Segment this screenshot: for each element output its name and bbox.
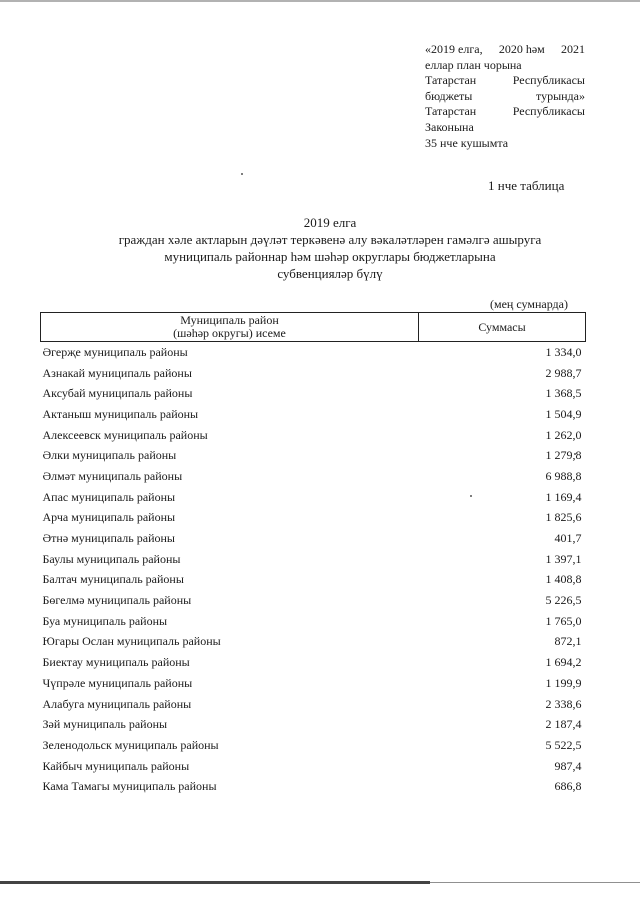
units-note: (мең сумнарда) <box>490 297 568 311</box>
district-name: Кайбыч муниципаль районы <box>42 758 190 773</box>
subvention-amount: 1 408,8 <box>545 572 582 587</box>
district-name: Актаныш муниципаль районы <box>42 406 199 421</box>
subvention-amount: 872,1 <box>554 634 582 649</box>
district-name: Биектау муниципаль районы <box>42 655 190 670</box>
title-line-2: граждан хәле актларын дәүләт теркәвенә алу вәкаләтләрен гамәлгә ашыруга <box>118 232 542 247</box>
district-name: Югары Ослан муниципаль районы <box>42 634 221 649</box>
subvention-amount: 2 988,7 <box>545 365 582 380</box>
appendix-note-word: 2020 һәм <box>498 42 545 56</box>
subvention-amount: 5 226,5 <box>545 593 582 608</box>
table-row <box>41 570 586 591</box>
table-row <box>41 652 586 673</box>
header-name-line-2: (шәһәр округы) исеме <box>173 326 286 340</box>
subvention-amount: 987,4 <box>554 758 582 773</box>
subvention-amount: 1 368,5 <box>545 386 582 401</box>
table-row <box>41 363 586 384</box>
table-row <box>41 714 586 735</box>
table-number-label: 1 нче таблица <box>488 178 565 193</box>
subvention-amount: 1 169,4 <box>545 489 582 504</box>
title-year-line: 2019 елга <box>303 215 357 230</box>
district-name: Алабуга муниципаль районы <box>42 696 192 711</box>
table-row <box>41 611 586 632</box>
district-name: Азнакай муниципаль районы <box>42 365 192 380</box>
appendix-note-line <box>425 89 585 105</box>
appendix-note-word: Татарстан <box>425 73 477 88</box>
appendix-note-word: «2019 елга, <box>425 42 483 56</box>
district-name: Апас муниципаль районы <box>42 489 176 504</box>
appendix-note-line <box>425 104 585 120</box>
scan-speck <box>241 173 243 175</box>
subvention-amount: 6 988,8 <box>545 468 582 483</box>
appendix-note-word: 35 нче кушымта <box>425 135 509 150</box>
subvention-amount: 2 338,6 <box>545 696 582 711</box>
subvention-amount: 1 694,2 <box>545 655 582 670</box>
district-name: Әтнә муниципаль районы <box>42 531 175 546</box>
district-name: Әлки муниципаль районы <box>42 448 177 463</box>
table-row <box>41 445 586 466</box>
appendix-note-word: Республикасы <box>512 73 585 88</box>
title-line-4: субвенцияләр бүлү <box>277 266 383 281</box>
subvention-amount: 1 504,9 <box>545 406 582 421</box>
district-name: Бөгелмә муниципаль районы <box>42 593 192 608</box>
table-header-row <box>41 313 586 342</box>
header-district-name <box>41 313 419 342</box>
appendix-note-line <box>425 136 585 152</box>
appendix-note-line <box>425 120 585 136</box>
scan-edge-top <box>0 0 640 2</box>
subvention-table <box>40 312 586 797</box>
subvention-amount: 1 279,8 <box>545 448 582 463</box>
district-name: Зәй муниципаль районы <box>42 717 168 732</box>
table-row <box>41 487 586 508</box>
header-amount: Суммасы <box>419 313 586 342</box>
table-row <box>41 549 586 570</box>
subvention-amount: 1 825,6 <box>545 510 582 525</box>
subvention-amount: 1 765,0 <box>545 613 582 628</box>
table-row <box>41 342 586 363</box>
district-name: Баулы муниципаль районы <box>42 551 181 566</box>
table-row <box>41 632 586 653</box>
district-name: Аксубай муниципаль районы <box>42 386 193 401</box>
table-row <box>41 508 586 529</box>
subvention-amount: 5 522,5 <box>545 737 582 752</box>
table-row <box>41 673 586 694</box>
district-name: Кама Тамагы муниципаль районы <box>42 779 217 794</box>
appendix-note-line <box>425 58 585 74</box>
appendix-note-word: Законына <box>425 119 474 134</box>
district-name: Арча муниципаль районы <box>42 510 176 525</box>
table-row <box>41 756 586 777</box>
subvention-amount: 1 334,0 <box>545 344 582 359</box>
title-line-3: муниципаль районнар һәм шәһәр округлары бюджетларына <box>164 249 496 264</box>
appendix-note-line <box>425 42 585 58</box>
subvention-amount: 686,8 <box>554 779 582 794</box>
district-name: Чүпрәле муниципаль районы <box>42 675 193 690</box>
table-row <box>41 466 586 487</box>
district-name: Әгерҗе муниципаль районы <box>42 344 188 359</box>
district-name: Әлмәт муниципаль районы <box>42 468 183 483</box>
subvention-amount: 2 187,4 <box>545 717 582 732</box>
subvention-amount: 1 397,1 <box>545 551 582 566</box>
appendix-note-word: Республикасы <box>512 104 585 119</box>
district-name: Буа муниципаль районы <box>42 613 168 628</box>
table-row <box>41 776 586 797</box>
table-row <box>41 590 586 611</box>
table-body <box>41 342 586 798</box>
scan-edge-bottom <box>0 881 430 884</box>
subvention-amount: 1 262,0 <box>545 427 582 442</box>
table-row <box>41 404 586 425</box>
header-name-line-1: Муниципаль район <box>180 313 279 327</box>
table-row <box>41 383 586 404</box>
appendix-note-word: бюджеты <box>425 88 473 103</box>
table-row <box>41 528 586 549</box>
table-row <box>41 735 586 756</box>
table-row <box>41 425 586 446</box>
subvention-amount: 1 199,9 <box>545 675 582 690</box>
appendix-note-word: 2021 <box>560 42 585 56</box>
appendix-note-word: турында» <box>535 88 585 103</box>
subvention-amount: 401,7 <box>554 531 582 546</box>
district-name: Алексеевск муниципаль районы <box>42 427 208 442</box>
table-row <box>41 694 586 715</box>
appendix-note-word: Татарстан <box>425 104 477 119</box>
district-name: Балтач муниципаль районы <box>42 572 184 587</box>
appendix-note-word: еллар план чорына <box>425 57 522 72</box>
scan-edge-bottom-thin <box>430 882 640 883</box>
appendix-note-line <box>425 73 585 89</box>
document-title <box>40 214 620 282</box>
appendix-note <box>425 42 585 151</box>
district-name: Зеленодольск муниципаль районы <box>42 737 219 752</box>
